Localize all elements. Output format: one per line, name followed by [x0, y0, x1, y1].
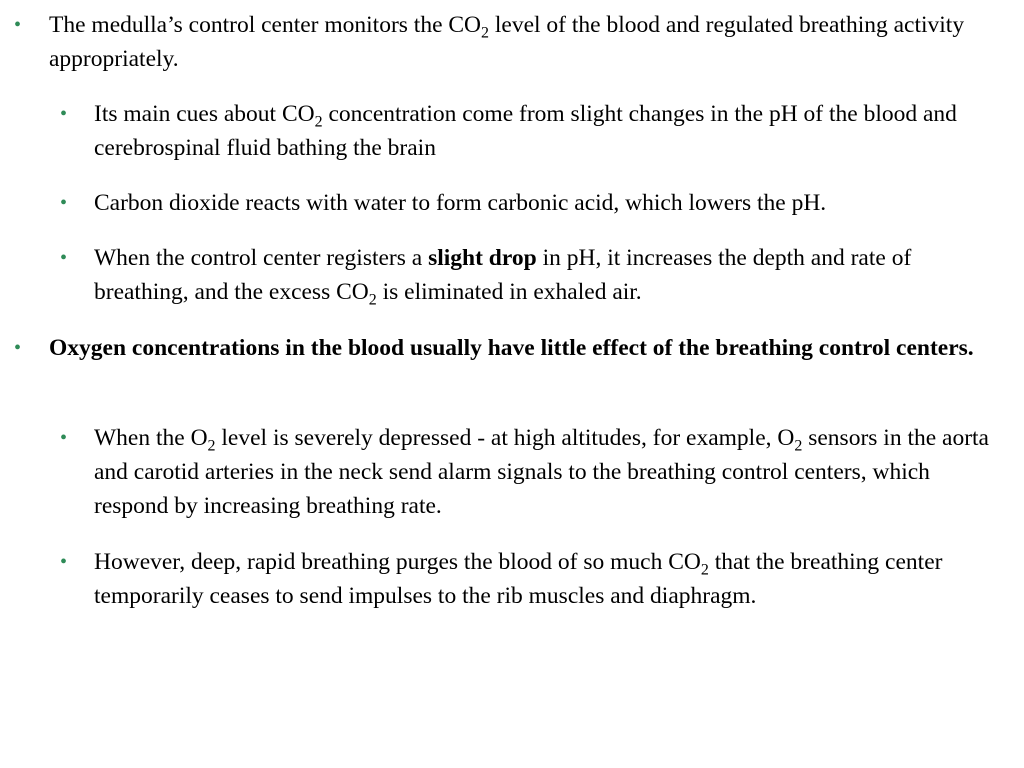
bullet-item-2	[14, 331, 999, 365]
bullet-icon: •	[60, 247, 68, 269]
bullet-text: Carbon dioxide reacts with water to form carbonic acid, which lowers the pH.	[94, 190, 827, 216]
sub-bullet-item-4	[60, 421, 1009, 523]
bullet-icon: •	[14, 337, 22, 359]
bullet-icon: •	[60, 103, 68, 125]
bullet-text: Its main cues about $CO_2$ concentration come from slight changes in the pH of the blood and cerebrospinal fluid bathing the brain	[94, 101, 957, 161]
sub-bullet-item-1	[60, 97, 1009, 165]
bullet-icon: •	[60, 551, 68, 573]
bullet-text: The medulla’s control center monitors the $CO_2$ level of the blood and regulated breathing activity appropriately.	[49, 12, 965, 72]
bullet-icon: •	[60, 427, 68, 449]
bullet-text: When the control center registers a slight drop in pH, it increases the depth and rate of breathing, and the excess $CO_2$ is eliminated in exhaled air.	[94, 245, 912, 309]
bullet-text: When the $O_2$ level is severely depressed - at high altitudes, for example, $O_2$ sensors in the aorta and carotid arteries in the neck send alarm signals to the breathing control centers, which respond by increasing breathing rate.	[94, 425, 989, 519]
bullet-item-1	[14, 8, 999, 76]
bullet-icon: •	[60, 192, 68, 214]
sub-bullet-item-3	[60, 241, 1009, 309]
bullet-text: However, deep, rapid breathing purges the blood of so much $CO_2$ that the breathing center temporarily ceases to send impulses to the rib muscles and diaphragm.	[94, 549, 943, 609]
bullet-icon: •	[14, 14, 22, 36]
bullet-text: Oxygen concentrations in the blood usually have little effect of the breathing control centers.	[49, 335, 974, 361]
sub-bullet-item-2	[60, 186, 1009, 220]
sub-bullet-item-5	[60, 545, 1009, 613]
